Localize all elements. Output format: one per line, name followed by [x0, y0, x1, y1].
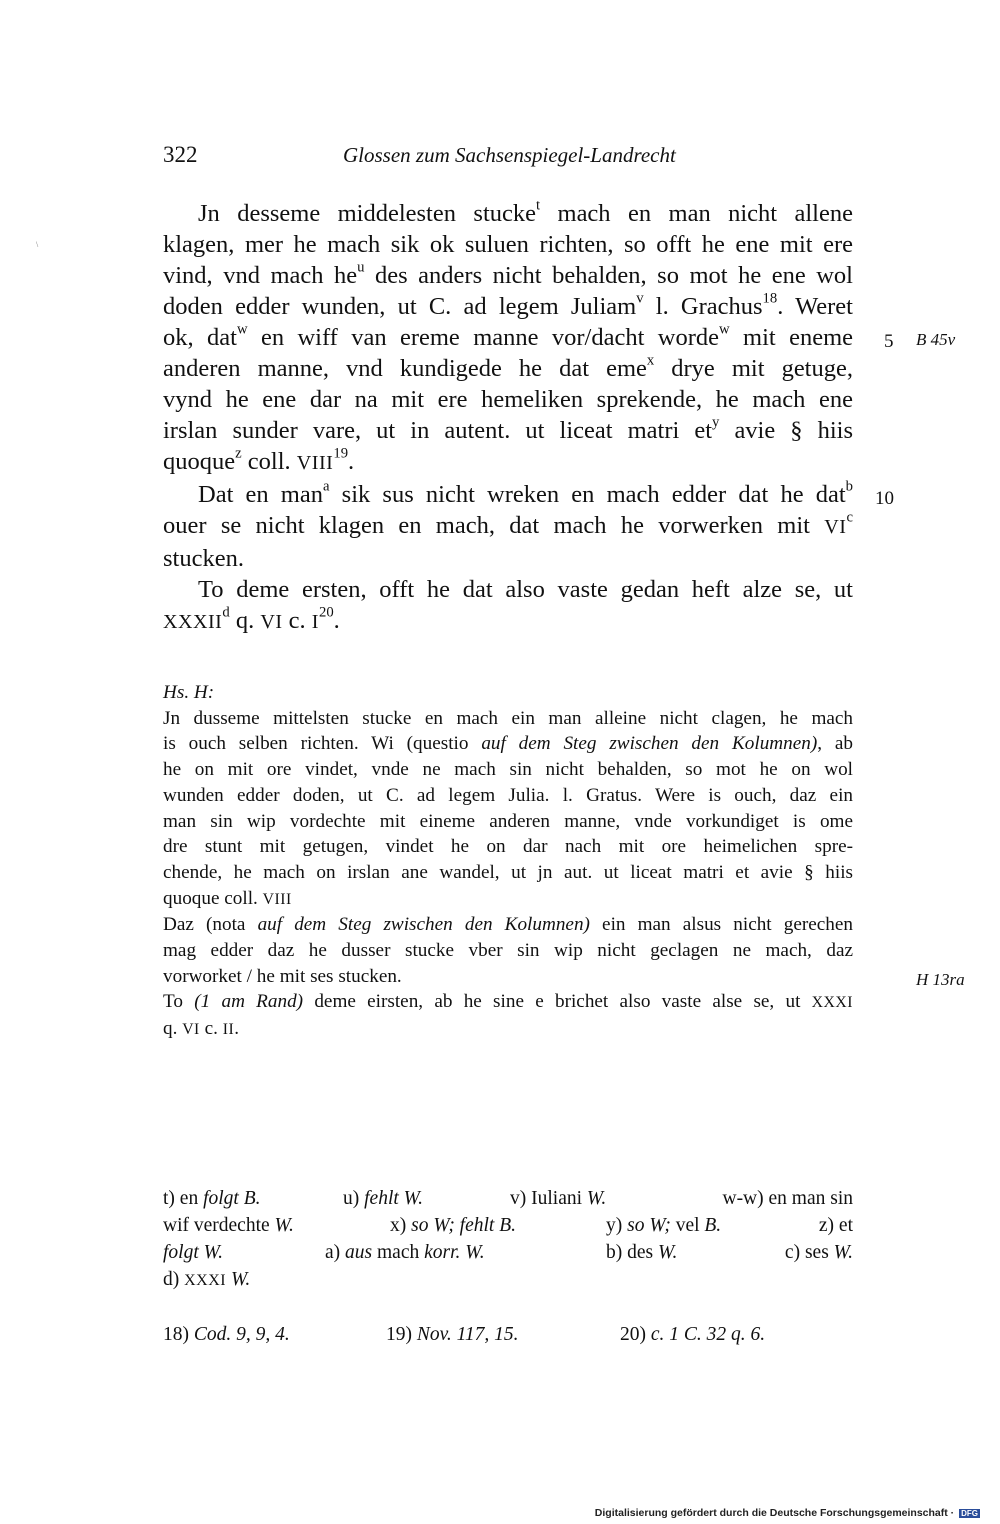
- hs-line: is ouch selben richten. Wi (questio auf dem Steg zwischen den Kolumnen), ab: [163, 733, 853, 755]
- footnote-u: u) fehlt W.: [343, 1188, 423, 1209]
- main-line: quoque$^z$ coll. VIII$^{19}$.: [163, 445, 355, 475]
- hs-line: To (1 am Rand) deme eirsten, ab he sine e brichet also vaste alse se, ut XXXI: [163, 991, 853, 1013]
- hs-line: q. VI c. II.: [163, 1018, 239, 1040]
- footnote-20: 20) c. 1 C. 32 q. 6.: [620, 1324, 766, 1345]
- hs-line: he on mit ore vindet, vnde ne mach sin nicht behalden, so mot he on wol: [163, 759, 853, 781]
- page-number: 322: [163, 142, 198, 167]
- footnote-x: x) so W; fehlt B.: [390, 1215, 517, 1236]
- hs-h-section: [163, 680, 853, 1043]
- main-text: [163, 198, 853, 638]
- footnote-w-cont: wif verdechte W.: [163, 1215, 294, 1236]
- footnote-row: [163, 1266, 853, 1293]
- main-line: To deme ersten, offt he dat also vaste gedan heft alze se, ut: [198, 576, 853, 603]
- running-title: Glossen zum Sachsenspiegel-Landrecht: [343, 143, 676, 167]
- hs-line: Jn dusseme mittelsten stucke en mach ein man alleine nicht clagen, he mach: [163, 707, 853, 729]
- footnote-row: [163, 1321, 853, 1348]
- hs-line: chende, he mach on irslan ane wandel, ut jn aut. ut liceat matri et avie § hiis: [163, 861, 853, 883]
- hs-line: man sin wip vordechte mit eineme anderen manne, vnde vorkundiget is ome: [163, 810, 853, 832]
- sigil-b45v: B 45v: [916, 330, 956, 349]
- main-line: doden edder wunden, ut C. ad legem Juliam$^v$ l. Grachus$^{18}$. Weret: [163, 290, 853, 320]
- hs-line: dre stunt mit getugen, vindet he on dar nach mit ore heimelichen spre-: [163, 836, 853, 858]
- dfg-logo: DFG: [961, 1508, 978, 1518]
- main-line: anderen manne, vnd kundigede he dat eme$^x$ drye mit getuge,: [163, 352, 853, 382]
- footnote-c: c) ses W.: [784, 1242, 853, 1263]
- footnote-row: [163, 1212, 853, 1239]
- main-line: stucken.: [163, 545, 244, 572]
- footnote-19: 19) Nov. 117, 15.: [386, 1324, 519, 1345]
- main-line: XXXII$^d$ q. VI c. $I^{20}$.: [163, 604, 340, 634]
- hs-line: quoque coll. VIII: [163, 887, 292, 909]
- footnote-w: w-w) en man sin: [722, 1188, 853, 1209]
- hs-line: vorworket / he mit ses stucken.: [163, 965, 402, 987]
- line-number-5: 5: [884, 331, 894, 352]
- footnote-v: v) Iuliani W.: [510, 1188, 607, 1209]
- footnote-row: [163, 1239, 853, 1266]
- main-line: vynd he ene dar na mit ere hemeliken sprekende, he mach ene: [163, 386, 853, 413]
- apparatus-footnotes: [163, 1185, 853, 1293]
- hs-heading: Hs. H:: [163, 682, 215, 703]
- footnote-z: z) et: [818, 1215, 853, 1236]
- main-line: Dat en man$^a$ sik sus nicht wreken en mach edder dat he dat$^b$: [198, 478, 853, 508]
- line-number-10: 10: [875, 488, 894, 509]
- footnote-row: [163, 1185, 853, 1212]
- footnote-d: d) XXXI W.: [163, 1269, 251, 1290]
- sigil-h13ra: H 13ra: [916, 970, 965, 989]
- main-line: irslan sunder vare, ut in autent. ut liceat matri $et^y$ avie § hiis: [163, 414, 853, 444]
- main-line: klagen, mer he mach sik ok suluen richten, so offt he ene mit ere: [163, 231, 853, 258]
- footnote-b: b) des W.: [606, 1242, 678, 1263]
- footnote-a: a) aus mach korr. W.: [325, 1242, 485, 1263]
- main-line: vind, vnd mach $he^u$ des anders nicht behalden, so mot he ene wol: [163, 259, 853, 289]
- scan-mark: \: [36, 240, 39, 249]
- footnote-18: 18) Cod. 9, 9, 4.: [163, 1324, 290, 1345]
- footnote-y: y) so W; vel B.: [606, 1215, 722, 1236]
- source-footnotes: [163, 1321, 853, 1348]
- main-line: ouer se nicht klagen en mach, dat mach he vorwerken mit $VI^c$: [163, 509, 853, 539]
- main-line: Jn desseme middelesten stucke$^t$ mach en man nicht allene: [198, 197, 853, 227]
- footnote-z-cont: folgt W.: [163, 1242, 223, 1263]
- footnote-t: t) en folgt B.: [163, 1188, 261, 1209]
- digitization-note: Digitalisierung gefördert durch die Deutsche Forschungsgemeinschaft · DFG: [594, 1507, 978, 1519]
- hs-line: wunden edder doden, ut C. ad legem Julia. l. Gratus. Were is ouch, daz ein: [163, 784, 853, 806]
- hs-line: Daz (nota auf dem Steg zwischen den Kolumnen) ein man alsus nicht gerechen: [163, 914, 853, 936]
- main-line: ok, dat$^w$ en wiff van ereme manne vor/dacht worde$^w$ mit eneme: [163, 321, 854, 351]
- hs-line: mag edder daz he dusser stucke vber sin wip nicht geclagen ne mach, daz: [163, 940, 853, 962]
